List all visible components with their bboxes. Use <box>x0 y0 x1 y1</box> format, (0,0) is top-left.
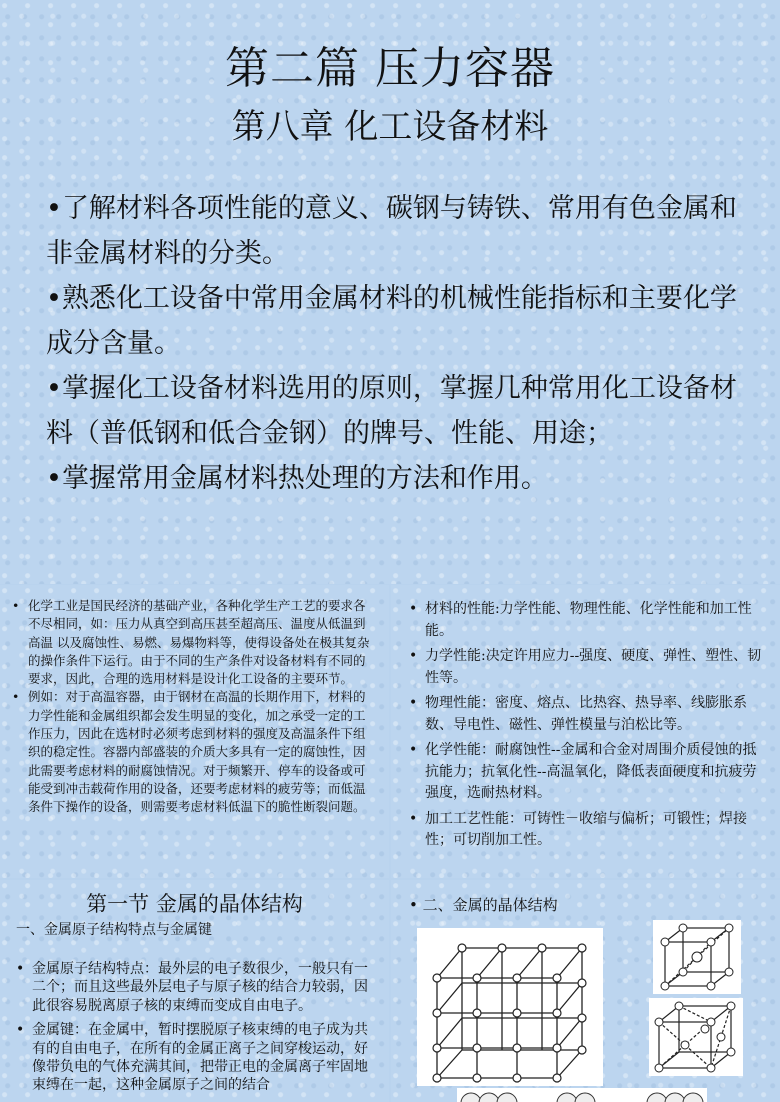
properties-list <box>403 599 769 856</box>
slide-structure <box>391 880 780 1102</box>
cubic-lattice-diagram <box>417 928 603 1086</box>
section-title: 第一节 金属的晶体结构 <box>86 892 303 916</box>
part-title: 第二篇 压力容器 <box>225 43 555 94</box>
list-item: • 例如：对于高温容器，由于钢材在高温的长期作用下，材料的力学性能和金属组织都会发生明显的变化，加之承受一定的工作压力，因此在选材时必须考虑到材料的强度及高温条件下组织的稳定性。容器内部盛装的介质大多具有一定的腐蚀性，因此需要考虑材料的耐腐蚀情况。对于频繁开、停车的设备或可能受到冲击载荷作用的设备，还要考虑材料的疲劳等；而低温条件下操作的设备，则需要考虑材料低温下的脆性断裂问题。 <box>6 688 376 816</box>
bcc-unit-cell-diagram <box>653 920 741 994</box>
slide-crystal-section <box>0 880 389 1102</box>
section-subtitle: 一、金属原子结构特点与金属键 <box>16 922 212 938</box>
intro-list <box>6 597 376 817</box>
list-item: • 加工工艺性能：可铸性－收缩与偏析；可锻性；焊接性；可切削加工性。 <box>403 809 769 852</box>
structure-heading: • 二、金属的晶体结构 <box>409 896 558 914</box>
list-item: • 力学性能:决定许用应力--强度、硬度、弹性、塑性、韧性等。 <box>403 646 769 689</box>
objectives-list <box>46 186 758 501</box>
list-item: • 化学工业是国民经济的基础产业，各种化学生产工艺的要求各不尽相同，如：压力从真空到高压甚至超高压、温度从低温到高温 以及腐蚀性、易燃、易爆物料等，使得设备处在极其复杂的操作条件下运行。由于不同的生产条件对设备材料有不同的要求，因此，合理的选用材料是设计化工设备的主要环节。 <box>6 597 376 688</box>
sphere-packing-diagram <box>457 1088 707 1102</box>
list-item: • 材料的性能:力学性能、物理性能、化学性能和加工性能。 <box>403 599 769 642</box>
list-item: • 了解材料各项性能的意义、碳钢与铸铁、常用有色金属和非金属材料的分类。 <box>46 186 758 276</box>
slide-properties <box>391 585 780 878</box>
list-item: • 金属键：在金属中，暂时摆脱原子核束缚的电子成为共有的自由电子，在所有的金属正离子之间穿梭运动，好像带负电的气体充满其间，把带正电的金属离子牢固地束缚在一起，这种金属原子之间的结合 <box>10 1021 380 1095</box>
crystal-list <box>10 960 380 1101</box>
list-item: • 金属原子结构特点：最外层的电子数很少，一般只有一二个；而且这些最外层电子与原子核的结合力较弱，因此很容易脱离原子核的束缚而变成自由电子。 <box>10 960 380 1015</box>
list-item: • 熟悉化工设备中常用金属材料的机械性能指标和主要化学成分含量。 <box>46 276 758 366</box>
list-item: • 化学性能：耐腐蚀性--金属和合金对周围介质侵蚀的抵抗能力；抗氧化性--高温氧化，降低表面硬度和抗疲劳强度，选耐热材料。 <box>403 740 769 805</box>
list-item: • 物理性能：密度、熔点、比热容、热导率、线膨胀系数、导电性、磁性、弹性模量与泊松比等。 <box>403 693 769 736</box>
chapter-title: 第八章 化工设备材料 <box>231 107 549 147</box>
list-item: • 掌握化工设备材料选用的原则，掌握几种常用化工设备材料（普低钢和低合金钢）的牌号、性能、用途； <box>46 366 758 456</box>
fcc-unit-cell-diagram <box>649 998 743 1076</box>
slide-intro <box>0 585 389 878</box>
list-item: • 掌握常用金属材料热处理的方法和作用。 <box>46 456 758 501</box>
